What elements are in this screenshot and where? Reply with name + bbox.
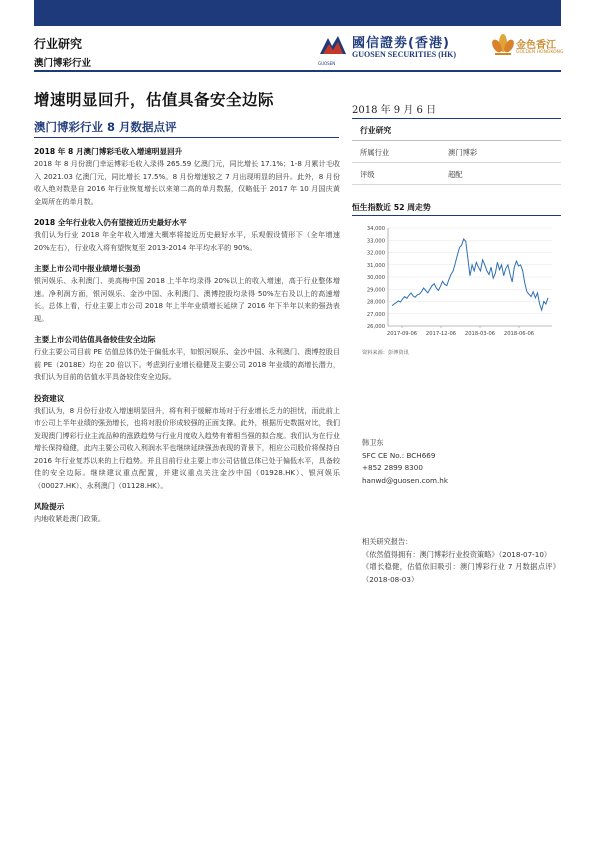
section-heading: 2018 年 8 月澳门博彩毛收入增速明显回升 bbox=[34, 147, 183, 156]
x-tick-label: 2018-06-06 bbox=[503, 331, 535, 337]
section-earnings bbox=[34, 263, 340, 325]
chart-title: 恒生指数近 52 周走势 bbox=[352, 203, 431, 212]
sidebar-row-key: 评级 bbox=[360, 170, 375, 179]
lotus-logo-icon bbox=[492, 32, 514, 58]
section-text: 银河娱乐、永利澳门、美高梅中国 2018 上半年均录得 20%以上的收入增速，高于行业整体增速。净利润方面，银河娱乐、金沙中国、永利澳门、澳博控股均录得 50%左右及以上的高速增长。总体上看，行业主要上市公司 2018 年上半年业绩增长延续了 2016 年下半年以来的强劲表现。 bbox=[34, 276, 340, 323]
section-text: 内地收紧赴澳门政策。 bbox=[34, 514, 105, 523]
sidebar-row-divider bbox=[352, 162, 561, 163]
analyst-license: SFC CE No.: BCH669 bbox=[362, 450, 436, 460]
broker-logo-tag: GUOSEN bbox=[318, 61, 336, 66]
x-tick-label: 2017-09-06 bbox=[386, 331, 418, 337]
report-category-block bbox=[34, 36, 91, 69]
section-text: 2018 年 8 月份澳门幸运博彩毛收入录得 265.59 亿澳门元，同比增长 17.1%；1-8 月累计毛收入 2021.03 亿澳门元，同比增长 17.5%。8 月份增速较之 7 月出现明显的回升。此外，8 月份收入绝对数是自 2016 年行业恢复增长以来第二高的单月数据，仅略低于 2017 年 10 月国庆黄金周所在的单月数。 bbox=[34, 159, 340, 206]
partner-name-cn: 金色香江 bbox=[516, 40, 556, 51]
header-divider bbox=[34, 70, 561, 72]
sidebar-row-key: 所属行业 bbox=[360, 148, 390, 157]
section-outlook bbox=[34, 217, 340, 254]
broker-name-en: GUOSEN SECURITIES (HK) bbox=[352, 50, 457, 59]
related-report-item: 《依然值得拥有：澳门博彩行业投资策略》（2018-07-10） bbox=[362, 549, 552, 559]
hsi-series-line bbox=[392, 239, 548, 310]
title-divider bbox=[34, 137, 339, 138]
section-heading: 主要上市公司估值具备较佳安全边际 bbox=[34, 335, 156, 344]
sidebar-row-value: 超配 bbox=[448, 170, 463, 179]
related-reports bbox=[362, 536, 560, 586]
sidebar-row-divider bbox=[352, 184, 561, 185]
report-industry: 澳门博彩行业 bbox=[34, 58, 92, 69]
section-text: 我们认为，8 月份行业收入增速明显回升，将有利于缓解市场对于行业增长乏力的担忧，而此前上市公司上半年业绩的强劲增长，也将对股价形成较强的正面支撑。此外，根据历史数据对比，我们发现澳门博彩行业主流品种的涨跌趋势与行业月度收入趋势有着相当强的拟合度。我们认为在行业增长保持稳健，此内主要公司收入利润水平也继续延续强劲表现的背景下，相应公司股价将保持自 2016 年行业复苏以来的上行趋势。并且目前行业主要上市公司估值总体已处于偏低水平，具备较佳的安全边际。继续建议重点配置，并建议重点关注金沙中国（01928.HK）、银河娱乐（00027.HK）、永利澳门（01128.HK）。 bbox=[34, 405, 340, 490]
y-tick-label: 28,000 bbox=[366, 299, 385, 306]
analyst-block bbox=[362, 437, 448, 487]
chart-source: 资料来源：彭博资讯 bbox=[362, 350, 409, 356]
x-tick-label: 2017-12-06 bbox=[425, 331, 457, 337]
analyst-name: 韩卫东 bbox=[362, 438, 384, 447]
header-color-bar bbox=[34, 0, 561, 26]
section-valuation bbox=[34, 334, 340, 384]
y-tick-label: 31,000 bbox=[366, 262, 385, 269]
section-heading: 投资建议 bbox=[34, 393, 65, 403]
y-tick-label: 26,000 bbox=[366, 324, 385, 330]
analyst-email: hanwd@guosen.com.hk bbox=[362, 475, 449, 485]
broker-name-cn: 國信證劵(香港) bbox=[352, 36, 450, 51]
report-body bbox=[34, 146, 340, 526]
y-tick-label: 34,000 bbox=[366, 226, 385, 232]
y-tick-label: 30,000 bbox=[366, 275, 385, 281]
section-revenue bbox=[34, 146, 340, 208]
sidebar-row-value: 澳门博彩 bbox=[448, 148, 478, 157]
guosen-logo-block bbox=[318, 30, 478, 66]
y-tick-label: 29,000 bbox=[366, 287, 385, 294]
x-tick-label: 2018-03-06 bbox=[464, 331, 496, 337]
section-text: 我们认为行业 2018 年全年收入增速大概率将接近历史最好水平，乐观假设情形下（全年增速 20%左右），行业收入将有望恢复至 2013-2014 年平均水平的 90%。 bbox=[34, 230, 340, 252]
section-text: 行业主要公司目前 PE 估值总体仍处于偏低水平，如银河娱乐、金沙中国、永利澳门、澳博控股目前 PE（2018E）均在 20 倍以下。考虑到行业增长稳健及主要公司 2018 年业绩的高增长潜力，我们认为目前的估值水平具备较佳安全边际。 bbox=[34, 347, 340, 381]
section-risk bbox=[34, 501, 340, 526]
y-tick-label: 32,000 bbox=[366, 250, 385, 257]
related-report-item: 《增长稳健，估值依旧吸引：澳门博彩行业 7 月数据点评》（2018-08-03） bbox=[362, 562, 560, 584]
golden-hongkong-logo-block bbox=[492, 30, 562, 66]
chart-divider bbox=[352, 215, 561, 216]
report-subtitle: 澳门博彩行业 8 月数据点评 bbox=[34, 120, 177, 134]
guosen-logo-icon bbox=[318, 32, 348, 60]
section-recommendation bbox=[34, 393, 340, 493]
y-tick-label: 33,000 bbox=[366, 238, 385, 245]
section-heading: 风险提示 bbox=[34, 502, 65, 511]
report-title: 增速明显回升，估值具备安全边际 bbox=[34, 91, 275, 109]
related-reports-heading: 相关研究报告： bbox=[362, 537, 413, 546]
y-tick-label: 27,000 bbox=[366, 311, 385, 318]
report-category: 行业研究 bbox=[34, 37, 83, 51]
sidebar-heading: 行业研究 bbox=[360, 126, 392, 135]
report-date: 2018 年 9 月 6 日 bbox=[352, 105, 437, 116]
hsi-line-chart bbox=[352, 222, 557, 346]
section-heading: 主要上市公司中报业绩增长强劲 bbox=[34, 264, 141, 273]
analyst-phone: +852 2899 8300 bbox=[362, 463, 423, 472]
partner-name-en: GOLDEN HONGKONG bbox=[516, 50, 564, 55]
date-divider bbox=[352, 118, 561, 119]
section-heading: 2018 全年行业收入仍有望接近历史最好水平 bbox=[34, 218, 187, 227]
sidebar-divider bbox=[352, 140, 561, 141]
